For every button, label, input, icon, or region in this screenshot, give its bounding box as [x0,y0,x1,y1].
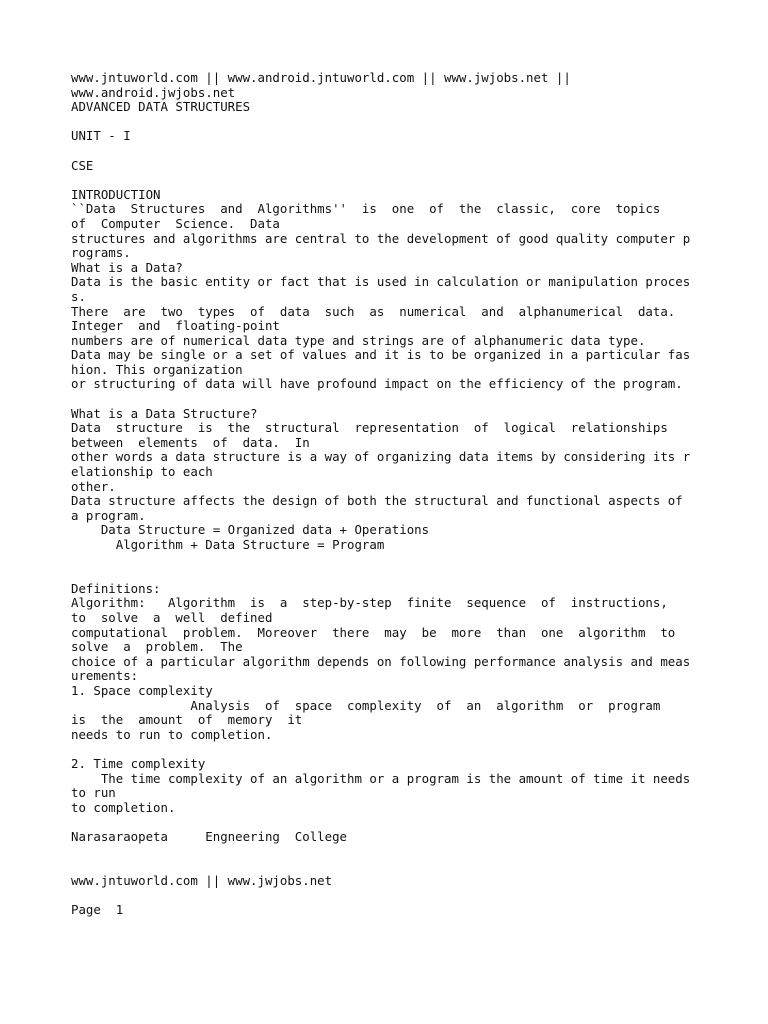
document-line: What is a Data Structure? [71,405,258,421]
document-line: other words a data structure is a way of organizing data items by considering its r [71,449,691,465]
document-line: needs to run to completion. [71,726,273,742]
document-line: www.android.jwjobs.net [71,84,236,100]
document-line: Definitions: [71,580,161,596]
document-line: ``Data Structures and Algorithms'' is one of the classic, core topics [71,201,661,217]
document-line: structures and algorithms are central to the development of good quality computer p [71,230,691,246]
document-line: computational problem. Moreover there may be more than one algorithm to [71,624,676,640]
document-line: s. [71,288,86,304]
document-line: elationship to each [71,464,213,480]
document-line: Data may be single or a set of values and it is to be organized in a particular fas [71,347,691,363]
document-line: Integer and floating-point [71,318,280,334]
document-line: a program. [71,507,146,523]
document-line: ADVANCED DATA STRUCTURES [71,99,251,115]
document-line: to completion. [71,799,176,815]
document-line: Data is the basic entity or fact that is used in calculation or manipulation proces [71,274,691,290]
document-line: www.jntuworld.com || www.android.jntuworld.com || www.jwjobs.net || [71,70,571,85]
document-line: UNIT - I [71,128,131,144]
document-line: The time complexity of an algorithm or a program is the amount of time it needs [71,770,691,786]
document-line: 2. Time complexity [71,755,206,771]
document-line: Narasaraopeta Engneering College [71,828,348,844]
document-line: Algorithm + Data Structure = Program [71,537,385,552]
document-line: rograms. [71,245,131,261]
document-line: other. [71,478,116,494]
document-line: of Computer Science. Data [71,215,280,231]
document-line: solve a problem. The [71,639,243,655]
document-line: What is a Data? [71,259,183,275]
document-line: Data structure is the structural representation of logical relationships [71,420,668,436]
document-line: between elements of data. In [71,434,310,450]
document-line: Algorithm: Algorithm is a step-by-step finite sequence of instructions, [71,595,668,611]
document-line: INTRODUCTION [71,186,161,202]
document-line: Data structure affects the design of both the structural and functional aspects of [71,493,683,509]
document-line: 1. Space complexity [71,682,213,698]
document-line: choice of a particular algorithm depends on following performance analysis and meas [71,653,691,669]
document-line: urements: [71,668,139,684]
document-line: CSE [71,157,94,173]
document-line: Analysis of space complexity of an algorithm or program [71,697,661,713]
document-line: There are two types of data such as numerical and alphanumerical data. [71,303,676,319]
document-line: numbers are of numerical data type and strings are of alphanumeric data type. [71,332,646,348]
document-line: to solve a well defined [71,609,273,625]
document-line: to run [71,785,116,801]
document-body [71,71,711,917]
document-line: or structuring of data will have profound impact on the efficiency of the program. [71,376,683,392]
document-line: hion. This organization [71,361,243,377]
document-line: is the amount of memory it [71,712,303,728]
document-line: www.jntuworld.com || www.jwjobs.net [71,872,333,888]
document-line: Data Structure = Organized data + Operations [71,522,430,538]
document-line: Page 1 [71,901,124,917]
